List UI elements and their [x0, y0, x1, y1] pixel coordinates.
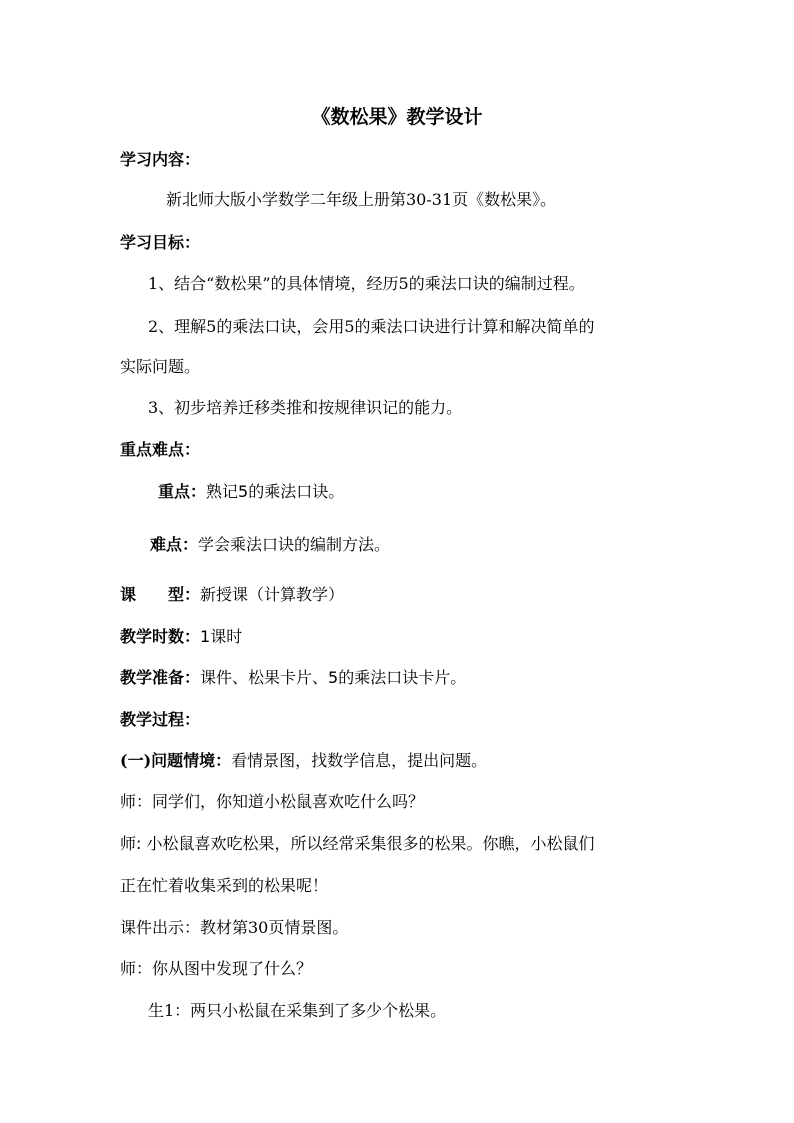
difficult-point: [150, 535, 390, 555]
key-point-text: 熟记5的乘法口诀。: [206, 482, 345, 501]
goals-heading: 学习目标：: [120, 233, 201, 252]
process-line: 师: 小松鼠喜欢吃松果，所以经常采集很多的松果。你瞧，小松鼠们: [120, 834, 595, 853]
teaching-prep-value: 课件、松果卡片、5的乘法口诀卡片。: [200, 668, 467, 687]
goal-item-2: 2、理解5的乘法口诀，会用5的乘法口诀进行计算和解决简单的: [148, 317, 595, 336]
lesson-type: [120, 585, 344, 605]
difficult-point-label: 难点：: [150, 535, 199, 554]
process-step-1-label: (一)问题情境：: [120, 751, 232, 770]
process-line: 课件出示：教材第30页情景图。: [120, 918, 349, 937]
process-line: 生1：两只小松鼠在采集到了多少个松果。: [148, 1001, 447, 1020]
teaching-prep-label: 教学准备：: [120, 668, 201, 687]
lesson-type-value: 新授课（计算教学）: [200, 585, 345, 604]
lesson-type-label: 课 型：: [120, 585, 201, 604]
key-point-label: 重点：: [158, 482, 207, 501]
content-heading: 学习内容：: [120, 150, 201, 169]
key-point: [158, 482, 344, 502]
goal-item-2-cont: 实际问题。: [120, 357, 201, 376]
lesson-hours-label: 教学时数：: [120, 627, 201, 646]
lesson-hours-value: 1课时: [200, 627, 243, 646]
lesson-hours: [120, 627, 242, 647]
content-text: 新北师大版小学数学二年级上册第30-31页《数松果》。: [166, 190, 557, 209]
process-line: 师：同学们，你知道小松鼠喜欢吃什么吗？: [120, 792, 425, 811]
process-step-1: [120, 751, 487, 771]
teaching-prep: [120, 668, 466, 688]
process-step-1-text: 看情景图，找数学信息，提出问题。: [231, 751, 488, 770]
process-heading: 教学过程：: [120, 710, 201, 729]
goal-item-1: 1、结合“数松果”的具体情境，经历5的乘法口诀的编制过程。: [148, 274, 585, 293]
document-title: 《数松果》教学设计: [311, 106, 483, 128]
difficult-point-text: 学会乘法口诀的编制方法。: [198, 535, 391, 554]
process-line: 正在忙着收集采到的松果呢！: [120, 876, 329, 895]
process-line: 师：你从图中发现了什么？: [120, 959, 313, 978]
key-heading: 重点难点：: [120, 440, 201, 459]
goal-item-3: 3、初步培养迁移类推和按规律识记的能力。: [148, 398, 463, 417]
